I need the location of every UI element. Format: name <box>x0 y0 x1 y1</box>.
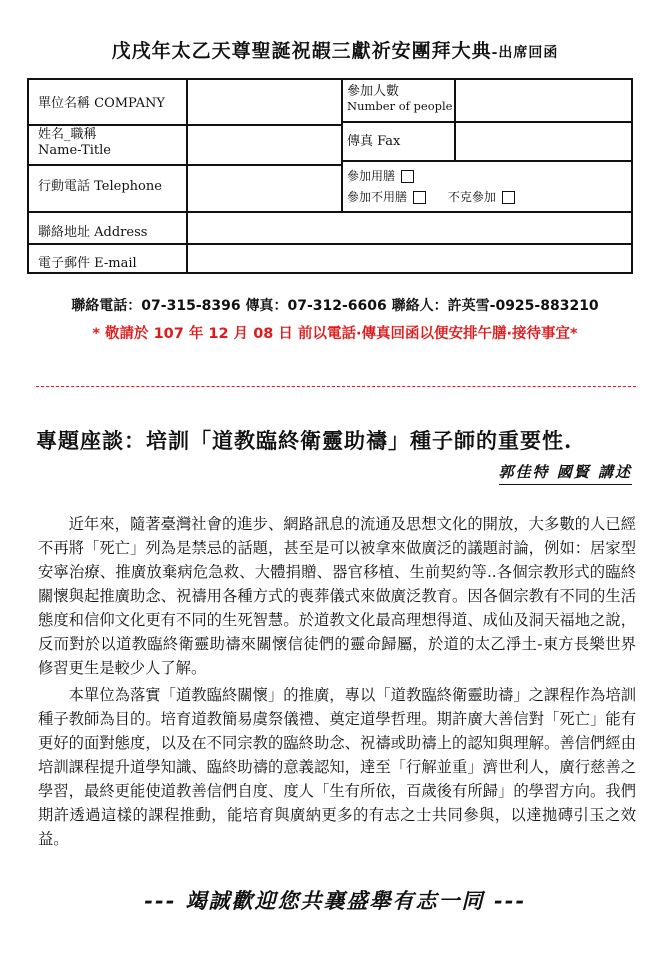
meal-no-label: 參加不用膳 <box>347 190 408 204</box>
email-field[interactable] <box>188 245 632 273</box>
name-title-label-zh: 姓名_職稱 <box>38 127 97 142</box>
reply-deadline-notice: * 敬請於 107 年 12 月 08 日 前以電話·傳真回函以便安排午膳·接待事宜* <box>92 326 578 342</box>
closing-invitation: --- 竭誠歡迎您共襄盛舉有志一同 --- <box>144 888 526 913</box>
meal-yes-label: 參加用膳 <box>347 169 396 183</box>
not-attending-label: 不克參加 <box>447 190 496 204</box>
address-field[interactable] <box>188 213 632 242</box>
fax-label: 傳真 Fax <box>347 134 401 149</box>
speaker-credit: 郭佳特 國賢 講述 <box>499 461 632 485</box>
telephone-field[interactable] <box>188 166 340 210</box>
form-divider <box>341 160 633 162</box>
intro-paragraph: 近年來，隨著臺灣社會的進步、網路訊息的流通及思想文化的開放，大多數的人已經不再將「死亡」列為是禁忌的話題，甚至是可以被拿來做廣泛的議題討論，例如：居家型安寧治療、推廣放棄病危急救、大體捐贈、器官移植、生前契約等..各個宗教形式的臨終關懷與起推廣助念、祝禱用各種方式的喪葬儀式來做廣泛教育。因各個宗教有不同的生活態度和信仰文化更有不同的生死智慧。於道教文化最高理想得道、成仙及洞天福地之說，反而對於以道教臨終衛靈助禱來關懷信徒們的靈命歸屬，於道的太乙淨土-東方長樂世界修習更生是較少人了解。 <box>38 515 636 677</box>
form-title <box>0 36 670 63</box>
attendees-label-en: Number of people <box>347 99 453 113</box>
contact-info: 聯絡電話：07-315-8396 傳真：07-312-6606 聯絡人：許英雪-0925-883210 <box>71 298 599 314</box>
name-title-label <box>38 127 111 159</box>
form-divider <box>341 80 343 211</box>
address-label: 聯絡地址 Address <box>38 225 148 240</box>
name-title-field[interactable] <box>188 126 340 163</box>
attendees-label <box>347 84 452 114</box>
meal-option-row <box>347 168 414 184</box>
email-label: 電子郵件 E-mail <box>38 256 137 271</box>
rsvp-form <box>27 78 633 274</box>
meal-no-row <box>347 189 515 205</box>
telephone-label: 行動電話 Telephone <box>38 179 162 194</box>
form-title-main: 戊戌年太乙天尊聖誕祝嘏三獻祈安團拜大典 <box>111 40 492 62</box>
attendees-field[interactable] <box>456 80 632 120</box>
section-divider <box>36 386 636 387</box>
seminar-heading: 專題座談：培訓「道教臨終衛靈助禱」種子師的重要性. <box>36 428 573 453</box>
not-attending-checkbox[interactable] <box>502 191 515 204</box>
fax-field[interactable] <box>456 123 632 159</box>
meal-yes-checkbox[interactable] <box>401 170 414 183</box>
company-field[interactable] <box>188 80 340 123</box>
meal-no-checkbox[interactable] <box>413 191 426 204</box>
company-label: 單位名稱 COMPANY <box>38 96 165 111</box>
purpose-paragraph: 本單位為落實「道教臨終關懷」的推廣，專以「道教臨終衛靈助禱」之課程作為培訓種子教師為目的。培育道教簡易虞祭儀禮、奠定道學哲理。期許廣大善信對「死亡」能有更好的面對態度，以及在不同宗教的臨終助念、祝禱或助禱上的認知與理解。善信們經由培訓課程提升道學知識、臨終助禱的意義認知，達至「行解並重」濟世利人，廣行慈善之學習，最終更能使道教善信們自度、度人「生有所依，百歲後有所歸」的學習方向。我們期許透過這樣的課程推動，能培育與廣納更多的有志之士共同參與，以達拋磚引玉之效益。 <box>38 686 636 848</box>
name-title-label-en: Name-Title <box>38 143 111 158</box>
form-title-suffix: -出席回函 <box>491 45 559 61</box>
attendees-label-zh: 參加人數 <box>347 84 400 99</box>
